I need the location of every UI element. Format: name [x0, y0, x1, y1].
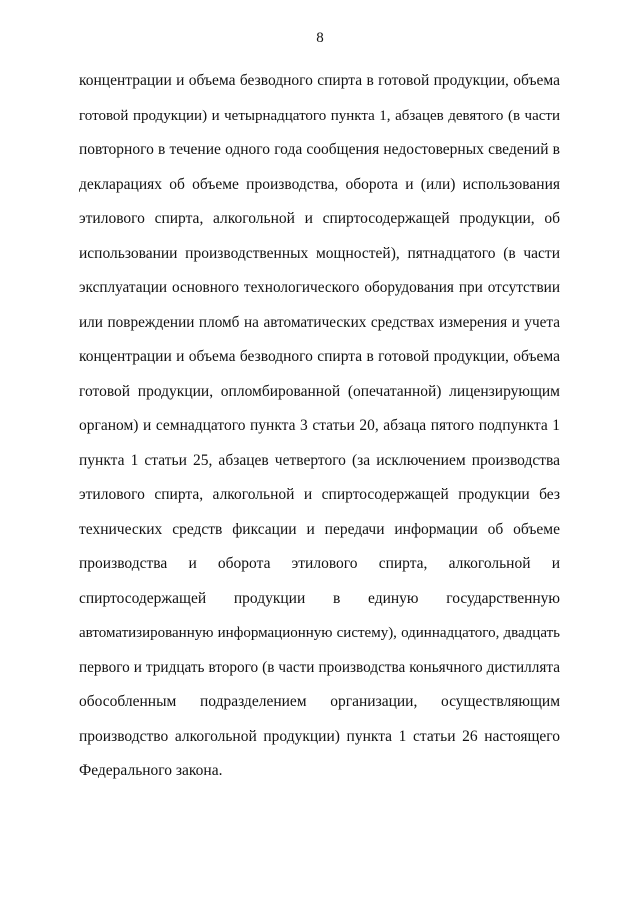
text-line: эксплуатации основного технологического оборудования при отсутствии: [79, 279, 560, 296]
text-line: пункта 1 статьи 25, абзацев четвертого (за исключением производства: [79, 451, 560, 469]
text-line: этилового спирта, алкогольной и спиртосодержащей продукции без: [79, 486, 560, 503]
text-line: технических средств фиксации и передачи информации об объеме: [79, 520, 560, 538]
text-line: использовании производственных мощностей), пятнадцатого (в части: [79, 244, 560, 262]
text-line: концентрации и объема безводного спирта в готовой продукции, объема: [79, 348, 560, 365]
text-line: производство алкогольной продукции) пункта 1 статьи 26 настоящего: [79, 727, 560, 745]
text-line: органом) и семнадцатого пункта 3 статьи 20, абзаца пятого подпункта 1: [79, 417, 560, 434]
text-line: спиртосодержащей продукции в единую государственную: [79, 589, 560, 607]
text-line: концентрации и объема безводного спирта в готовой продукции, объема: [79, 72, 560, 89]
text-line: производства и оборота этилового спирта, алкогольной и: [79, 555, 560, 572]
page-number: 8: [316, 30, 324, 46]
text-line: Федерального закона.: [79, 762, 223, 779]
text-line: готовой продукции) и четырнадцатого пункта 1, абзацев девятого (в части: [79, 107, 560, 124]
text-line: декларациях об объеме производства, оборота и (или) использования: [79, 175, 560, 193]
text-line: или повреждении пломб на автоматических средствах измерения и учета: [79, 313, 560, 331]
text-line: повторного в течение одного года сообщения недостоверных сведений в: [79, 141, 560, 158]
text-line: автоматизированную информационную систему), одиннадцатого, двадцать: [79, 625, 560, 641]
text-line: готовой продукции, опломбированной (опечатанной) лицензирующим: [79, 382, 560, 400]
text-line: этилового спирта, алкогольной и спиртосодержащей продукции, об: [79, 210, 560, 227]
text-line: обособленным подразделением организации, осуществляющим: [79, 693, 560, 710]
body-paragraph: [79, 64, 560, 789]
text-line: первого и тридцать второго (в части производства коньячного дистиллята: [79, 658, 560, 676]
